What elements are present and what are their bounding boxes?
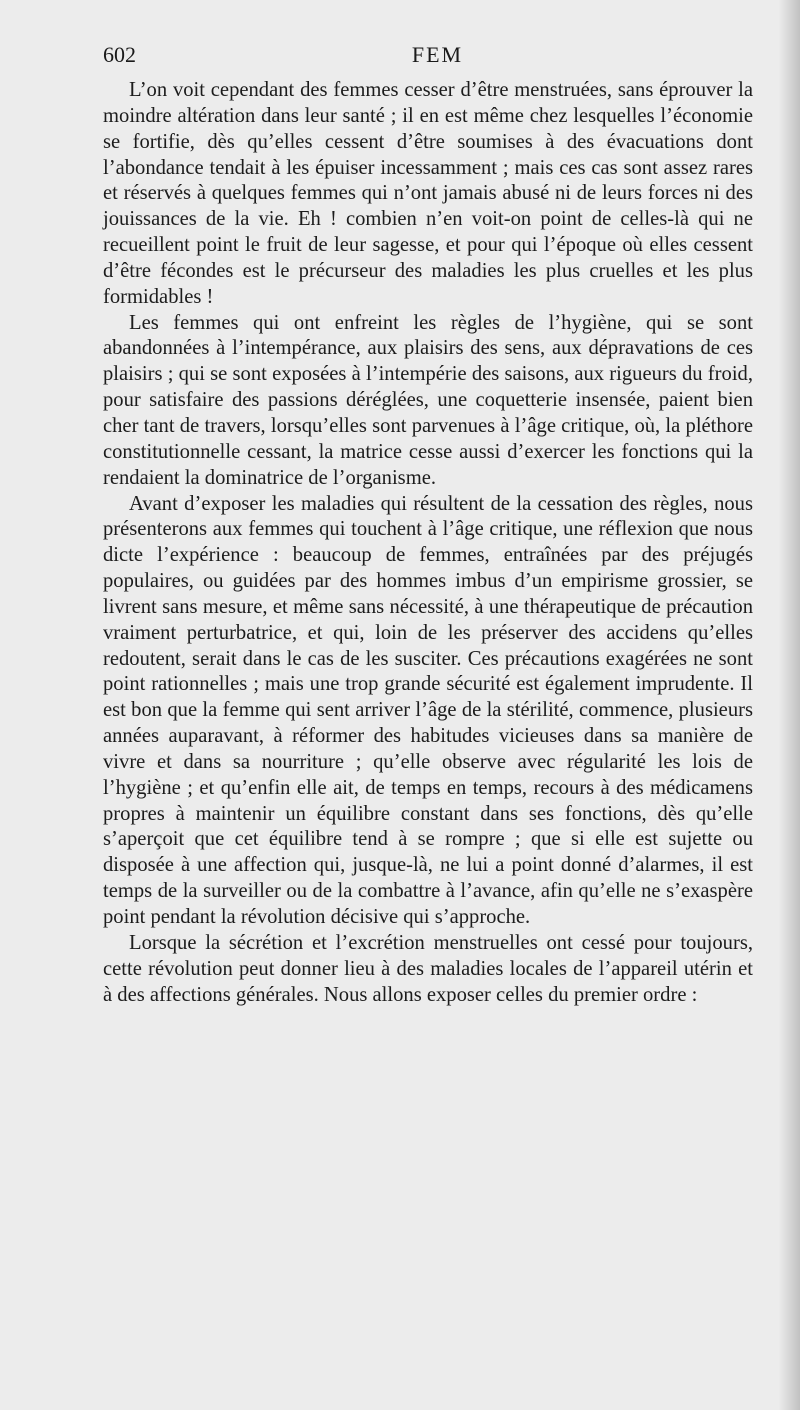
page-number: 602: [103, 42, 136, 67]
paragraph: Les femmes qui ont enfreint les règles de l’hygiène, qui se sont abandonnées à l’intempérance, aux plaisirs des sens, aux dépravations de ces plaisirs ; qui se sont exposées à l’intempérie des saisons, aux rigueurs du froid, pour satisfaire des passions déréglées, une coquetterie insensée, paient bien cher tant de travers, lorsqu’elles sont parvenues à l’âge critique, où, la pléthore constitutionnelle cessant, la matrice cesse aussi d’exercer les fonctions qui la rendaient la dominatrice de l’organisme.: [103, 311, 753, 489]
page-edge-shadow: [778, 0, 800, 1410]
page-header: [103, 42, 772, 76]
body-text: [103, 78, 753, 1008]
paragraph: Lorsque la sécrétion et l’excrétion menstruelles ont cessé pour toujours, cette révolution peut donner lieu à des maladies locales de l’appareil utérin et à des affections générales. Nous allons exposer celles du premier ordre :: [103, 931, 753, 1006]
paragraph: L’on voit cependant des femmes cesser d’être menstruées, sans éprouver la moindre altération dans leur santé ; il en est même chez lesquelles l’économie se fortifie, dès qu’elles cessent d’être soumises à des évacuations dont l’abondance tendait à les épuiser incessamment ; mais ces cas sont assez rares et réservés à quelques femmes qui n’ont jamais abusé ni de leurs forces ni des jouissances de la vie. Eh ! combien n’en voit-on point de celles-là qui ne recueillent point le fruit de leur sagesse, et pour qui l’époque où elles cessent d’être fécondes est le précurseur des maladies les plus cruelles et les plus formidables !: [103, 79, 753, 308]
paragraph: Avant d’exposer les maladies qui résultent de la cessation des règles, nous présenterons aux femmes qui touchent à l’âge critique, une réflexion que nous dicte l’expérience : beaucoup de femmes, entraînées par des préjugés populaires, ou guidées par des hommes imbus d’un empirisme grossier, se livrent sans mesure, et même sans nécessité, à une thérapeutique de précaution vraiment perturbatrice, et qui, loin de les préserver des accidens qu’elles redoutent, serait dans le cas de les susciter. Ces précautions exagérées ne sont point rationnelles ; mais une trop grande sécurité est également imprudente. Il est bon que la femme qui sent arriver l’âge de la stérilité, commence, plusieurs années auparavant, à réformer des habitudes vicieuses dans sa manière de vivre et dans sa nourriture ; qu’elle observe avec régularité les lois de l’hygiène ; et qu’enfin elle ait, de temps en temps, recours à des médicamens propres à maintenir un équilibre constant dans ses fonctions, dès qu’elle s’aperçoit que cet équilibre tend à se rompre ; que si elle est sujette ou disposée à une affection qui, jusque-là, ne lui a point donné d’alarmes, il est temps de la surveiller ou de la combattre à l’avance, afin qu’elle ne s’exaspère point pendant la révolution décisive qui s’approche.: [103, 492, 753, 928]
running-head: FEM: [411, 42, 464, 67]
